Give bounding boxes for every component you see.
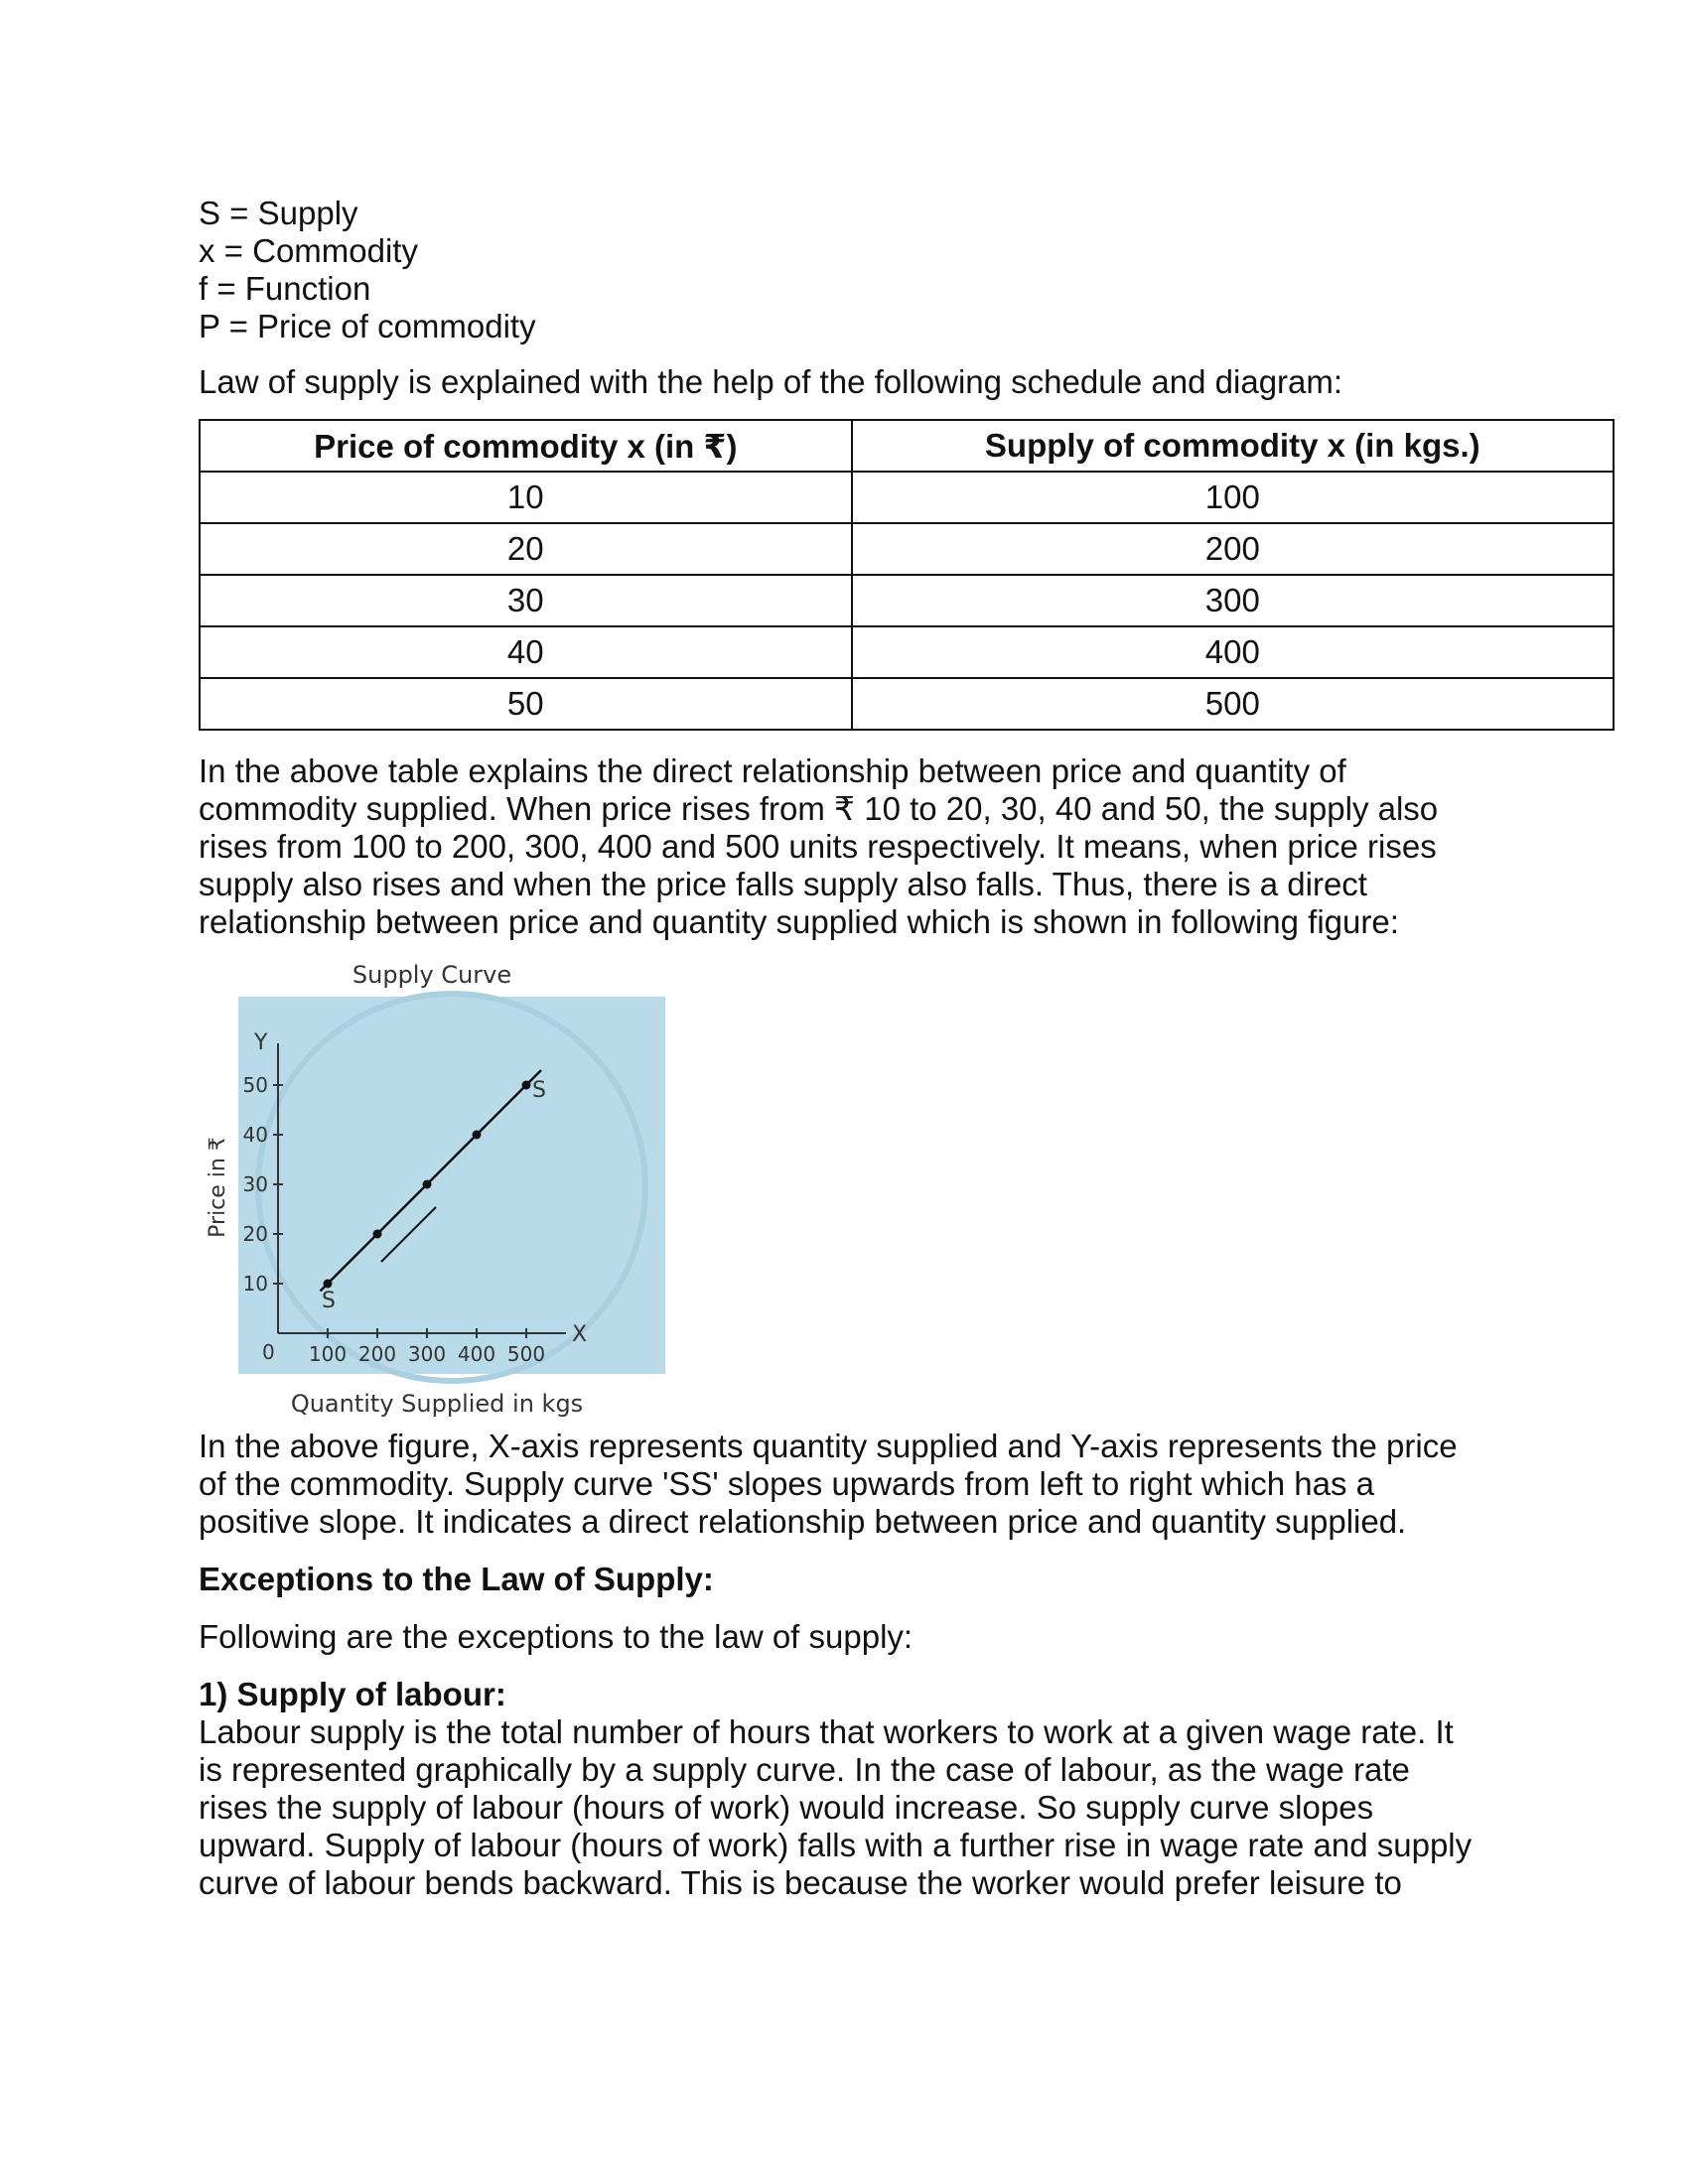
table-cell: 400: [852, 626, 1614, 678]
table-cell: 40: [200, 626, 852, 678]
supply-curve-chart: [199, 961, 695, 1418]
y-axis-label: Price in ₹: [206, 1137, 230, 1238]
y-tick-label: 30: [242, 1172, 268, 1196]
x-tick-label: 400: [457, 1342, 496, 1366]
definition-line: f = Function: [199, 270, 371, 307]
paragraph-line: commodity supplied. When price rises from ₹ 10 to 20, 30, 40 and 50, the supply also: [199, 790, 1439, 827]
table-row: [200, 626, 1614, 678]
table-header: Supply of commodity x (in kgs.): [852, 420, 1614, 472]
table-row: [200, 678, 1614, 730]
y-axis-letter: Y: [254, 1030, 268, 1055]
y-tick-label: 20: [242, 1222, 268, 1246]
labour-heading: 1) Supply of labour:: [199, 1676, 506, 1712]
definition-line: S = Supply: [199, 195, 358, 231]
paragraph-line: curve of labour bends backward. This is because the worker would prefer leisure to: [199, 1864, 1402, 1901]
paragraph-line: is represented graphically by a supply curve. In the case of labour, as the wage rate: [199, 1751, 1410, 1788]
paragraph-line: relationship between price and quantity supplied which is shown in following figure:: [199, 903, 1399, 940]
data-point: [522, 1081, 531, 1090]
figure-explanation: [199, 1428, 1618, 1541]
data-point: [373, 1230, 382, 1239]
table-row: [200, 575, 1614, 626]
y-tick-label: 10: [242, 1272, 268, 1296]
table-header: Price of commodity x (in ₹): [200, 420, 852, 472]
table-cell: 50: [200, 678, 852, 730]
data-point: [423, 1180, 432, 1189]
paragraph-line: In the above table explains the direct relationship between price and quantity of: [199, 752, 1346, 789]
paragraph-line: supply also rises and when the price falls supply also falls. Thus, there is a direct: [199, 866, 1367, 902]
chart-title: Supply Curve: [352, 961, 512, 989]
paragraph-line: In the above figure, X-axis represents quantity supplied and Y-axis represents the price: [199, 1428, 1458, 1464]
table-cell: 200: [852, 523, 1614, 575]
data-point: [324, 1280, 333, 1289]
curve-label-end: S: [532, 1078, 546, 1103]
paragraph-line: of the commodity. Supply curve 'SS' slopes upwards from left to right which has a: [199, 1465, 1375, 1502]
paragraph-line: upward. Supply of labour (hours of work) falls with a further rise in wage rate and supply: [199, 1827, 1473, 1863]
table-cell: 100: [852, 472, 1614, 523]
document-page: [199, 195, 1618, 1902]
table-explanation: [199, 752, 1618, 941]
supply-schedule-table: [199, 419, 1615, 731]
x-axis-label: Quantity Supplied in kgs: [290, 1390, 584, 1418]
labour-paragraph: [199, 1713, 1618, 1902]
paragraph-line: Labour supply is the total number of hours that workers to work at a given wage rate. It: [199, 1713, 1454, 1750]
data-point: [473, 1131, 482, 1140]
definitions: [199, 195, 1618, 345]
exceptions-intro: Following are the exceptions to the law of supply:: [199, 1618, 914, 1655]
x-axis-letter: X: [572, 1322, 588, 1347]
exceptions-heading: Exceptions to the Law of Supply:: [199, 1561, 714, 1597]
x-tick-label: 200: [357, 1342, 397, 1366]
x-tick-label: 300: [407, 1342, 447, 1366]
supply-curve-figure: [199, 961, 695, 1418]
table-cell: 30: [200, 575, 852, 626]
intro-text: Law of supply is explained with the help of the following schedule and diagram:: [199, 363, 1343, 400]
table-cell: 20: [200, 523, 852, 575]
table-cell: 300: [852, 575, 1614, 626]
table-cell: 500: [852, 678, 1614, 730]
paragraph-line: rises from 100 to 200, 300, 400 and 500 units respectively. It means, when price rises: [199, 828, 1437, 865]
table-header-row: [200, 420, 1614, 472]
paragraph-line: positive slope. It indicates a direct relationship between price and quantity supplied.: [199, 1503, 1407, 1540]
table-row: [200, 472, 1614, 523]
table-cell: 10: [200, 472, 852, 523]
chart-background: [238, 997, 665, 1374]
paragraph-line: rises the supply of labour (hours of work) would increase. So supply curve slopes: [199, 1789, 1374, 1826]
x-tick-label: 500: [506, 1342, 546, 1366]
origin-label: 0: [262, 1340, 275, 1364]
curve-label-start: S: [322, 1289, 336, 1313]
x-tick-label: 100: [308, 1342, 348, 1366]
y-tick-label: 40: [242, 1123, 268, 1147]
definition-line: P = Price of commodity: [199, 308, 536, 344]
y-tick-label: 50: [242, 1073, 268, 1097]
table-row: [200, 523, 1614, 575]
definition-line: x = Commodity: [199, 232, 418, 269]
